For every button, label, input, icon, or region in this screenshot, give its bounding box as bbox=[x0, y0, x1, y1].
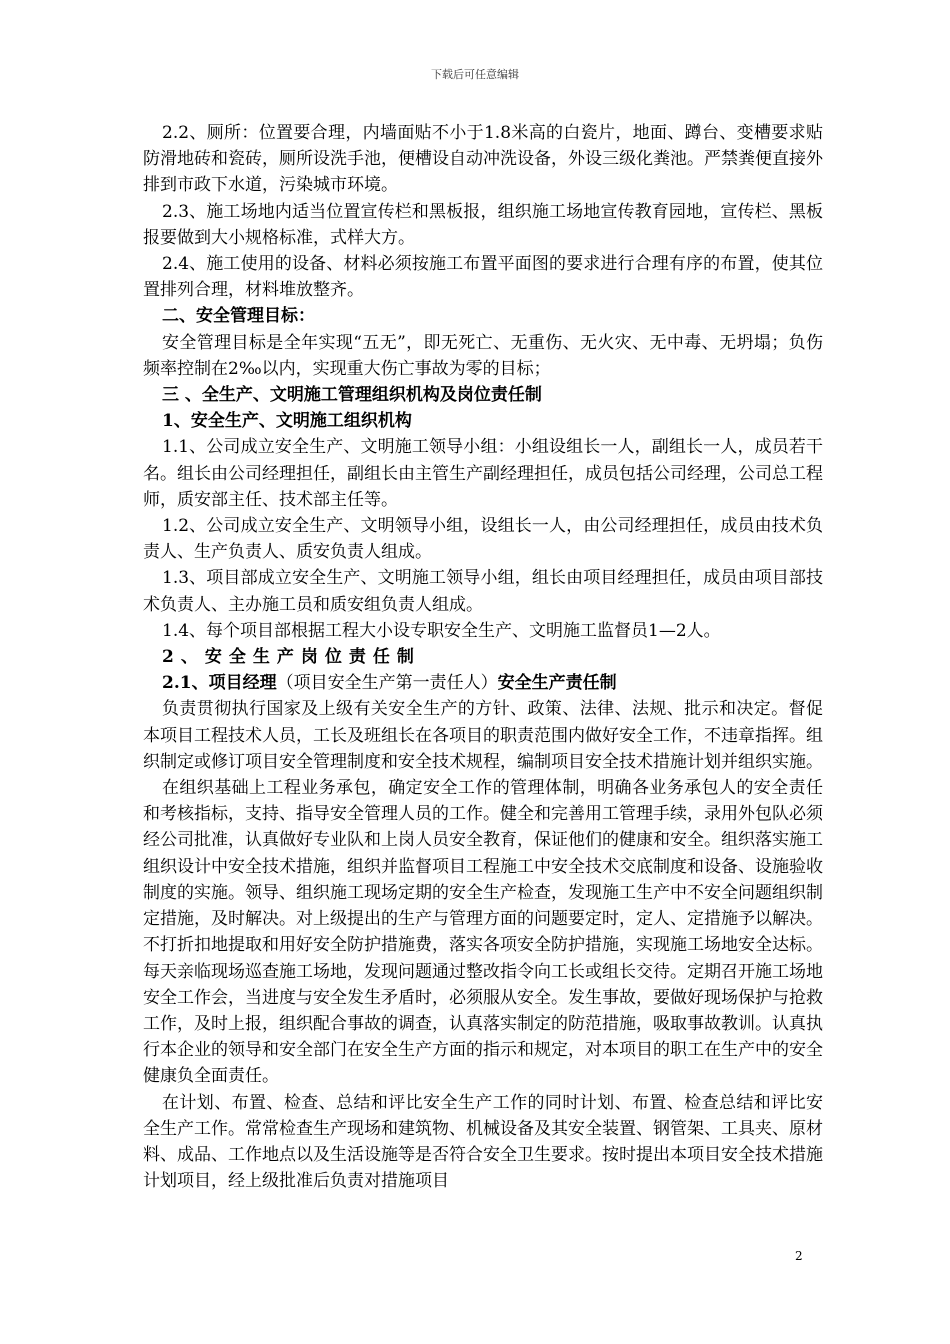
paragraph: 2.2、厕所：位置要合理，内墙面贴不小于1.8米高的白瓷片，地面、蹲台、变槽要求贴防滑地砖和瓷砖，厕所设洗手池，便槽设自动冲洗设备，外设三级化粪池。严禁粪便直接外排到市政下水道，污染城市环境。 bbox=[143, 123, 823, 196]
subsection-heading: 2、安全生产岗位责任制 bbox=[162, 647, 421, 668]
paragraph: 在计划、布置、检查、总结和评比安全生产工作的同时计划、布置、检查总结和评比安全生产工作。常常检查生产现场和建筑物、机械设备及其安全装置、钢管架、工具夹、原材料、成品、工作地点以及生活设施等是否符合安全卫生要求。按时提出本项目安全技术措施计划项目，经上级批准后负责对措施项目 bbox=[143, 1092, 823, 1192]
paragraph: 2.4、施工使用的设备、材料必须按施工布置平面图的要求进行合理有序的布置，使其位置排列合理，材料堆放整齐。 bbox=[143, 254, 823, 301]
page-header: 下载后可任意编辑 bbox=[431, 68, 519, 81]
paragraph: 在组织基础上工程业务承包，确定安全工作的管理体制，明确各业务承包人的安全责任和考核指标，支持、指导安全管理人员的工作。健全和完善用工管理手续，录用外包队必须经公司批准，认真做好专业队和上岗人员安全教育，保证他们的健康和安全。组织落实施工组织设计中安全技术措施，组织并监督项目工程施工中安全技术交底制度和设备、设施验收制度的实施。领导、组织施工现场定期的安全生产检查，发现施工生产中不安全问题组织制定措施，及时解决。对上级提出的生产与管理方面的问题要定时，定人、定措施予以解决。不打折扣地提取和用好安全防护措施费，落实各项安全防护措施，实现施工场地安全达标。每天亲临现场巡查施工场地，发现问题通过整改指令向工长或组长交待。定期召开施工场地安全工作会，当进度与安全发生矛盾时，必须服从安全。发生事故，要做好现场保护与抢救工作，及时上报，组织配合事故的调查，认真落实制定的防范措施，吸取事故教训。认真执行本企业的领导和安全部门在安全生产方面的指示和规定，对本项目的职工在生产中的安全健康负全面责任。 bbox=[143, 778, 823, 1087]
heading-part: 2.1、项目经理 bbox=[162, 673, 277, 694]
paragraph: 1.4、每个项目部根据工程大小设专职安全生产、文明施工监督员1—2人。 bbox=[162, 620, 721, 641]
paragraph: 负责贯彻执行国家及上级有关安全生产的方针、政策、法律、法规、批示和决定。督促本项目工程技术人员，工长及班组长在各项目的职责范围内做好安全工作，不违章指挥。组织制定或修订项目安全管理制度和安全技术规程，编制项目安全技术措施计划并组织实施。 bbox=[143, 699, 823, 772]
page-number: 2 bbox=[795, 1249, 803, 1263]
section-heading: 三 、全生产、文明施工管理组织机构及岗位责任制 bbox=[162, 385, 542, 406]
paragraph: 1.1、公司成立安全生产、文明施工领导小组：小组设组长一人，副组长一人，成员若干名。组长由公司经理担任，副组长由主管生产副经理担任，成员包括公司经理，公司总工程师，质安部主任、技术部主任等。 bbox=[143, 437, 823, 510]
subsection-heading-2-1 bbox=[143, 670, 823, 696]
heading-part: （项目安全生产第一责任人） bbox=[276, 673, 498, 694]
section-heading: 二、安全管理目标： bbox=[162, 306, 315, 327]
document-body bbox=[143, 120, 823, 1194]
paragraph: 1.2、公司成立安全生产、文明领导小组，设组长一人，由公司经理担任，成员由技术负责人、生产负责人、质安负责人组成。 bbox=[143, 516, 823, 563]
paragraph: 1.3、项目部成立安全生产、文明施工领导小组，组长由项目经理担任，成员由项目部技术负责人、主办施工员和质安组负责人组成。 bbox=[143, 568, 823, 615]
subsection-heading: 1、安全生产、文明施工组织机构 bbox=[162, 411, 412, 432]
paragraph: 安全管理目标是全年实现“五无”，即无死亡、无重伤、无火灾、无中毒、无坍塌；负伤频率控制在2‰以内，实现重大伤亡事故为零的目标； bbox=[143, 332, 823, 379]
paragraph: 2.3、施工场地内适当位置宣传栏和黑板报，组织施工场地宣传教育园地，宣传栏、黑板报要做到大小规格标准，式样大方。 bbox=[143, 201, 823, 248]
heading-part: 安全生产责任制 bbox=[497, 673, 617, 694]
